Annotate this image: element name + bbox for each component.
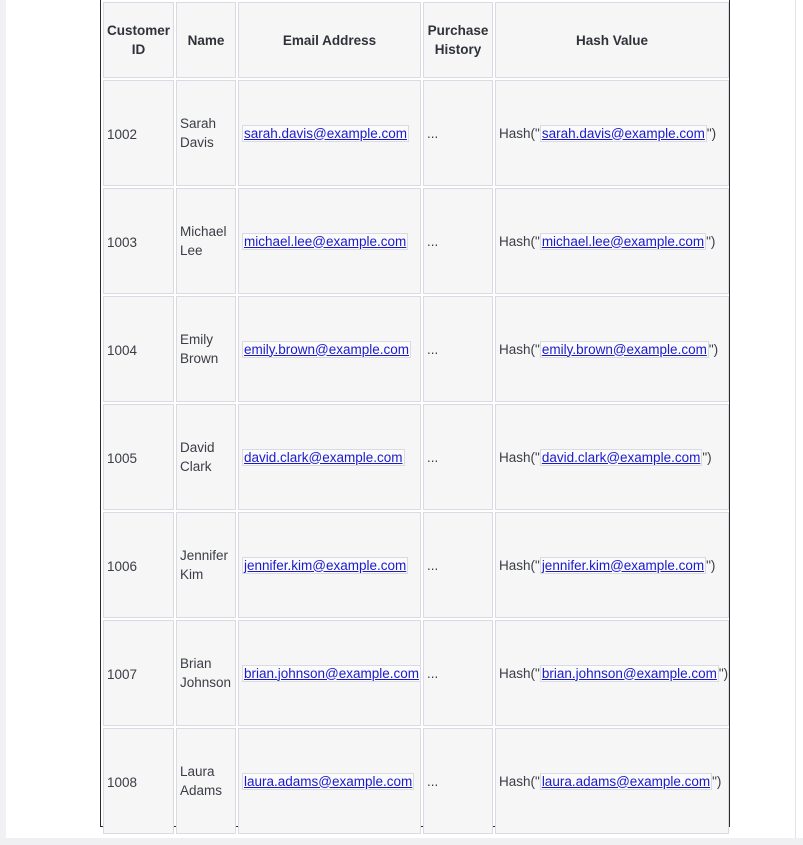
hash-email-link[interactable]: brian.johnson@example.com bbox=[541, 665, 717, 681]
hash-email-link[interactable]: michael.lee@example.com bbox=[541, 233, 705, 249]
table-row bbox=[103, 296, 729, 402]
hash-suffix-text: ") bbox=[712, 773, 722, 789]
customer-id-text: 1007 bbox=[107, 666, 138, 682]
cell-name bbox=[176, 728, 236, 834]
cell-hash-value bbox=[495, 728, 729, 834]
customer-name-text: Emily Brown bbox=[180, 332, 219, 366]
email-link[interactable]: jennifer.kim@example.com bbox=[244, 557, 407, 573]
hash-prefix-text: Hash(" bbox=[499, 557, 540, 573]
cell-name bbox=[176, 620, 236, 726]
email-link[interactable]: michael.lee@example.com bbox=[244, 233, 407, 249]
purchase-history-text: ... bbox=[427, 233, 439, 249]
customer-id-text: 1008 bbox=[107, 774, 138, 790]
hash-prefix-text: Hash(" bbox=[499, 665, 540, 681]
customer-id-text: 1003 bbox=[107, 234, 138, 250]
cell-customer-id bbox=[103, 404, 174, 510]
email-link[interactable]: laura.adams@example.com bbox=[244, 773, 413, 789]
cell-purchase-history bbox=[423, 404, 493, 510]
cell-email bbox=[238, 512, 421, 618]
customer-id-text: 1002 bbox=[107, 126, 138, 142]
hash-prefix-text: Hash(" bbox=[499, 125, 540, 141]
page-bottom-edge bbox=[0, 838, 803, 845]
header-email: Email Address bbox=[238, 2, 421, 78]
scrollbar-track[interactable] bbox=[795, 0, 803, 845]
cell-purchase-history bbox=[423, 296, 493, 402]
cell-name bbox=[176, 404, 236, 510]
cell-hash-value bbox=[495, 188, 729, 294]
table-row bbox=[103, 512, 729, 618]
email-link[interactable]: emily.brown@example.com bbox=[244, 341, 410, 357]
purchase-history-text: ... bbox=[427, 557, 439, 573]
purchase-history-text: ... bbox=[427, 773, 439, 789]
cell-purchase-history bbox=[423, 188, 493, 294]
hash-email-link[interactable]: jennifer.kim@example.com bbox=[541, 557, 705, 573]
cell-purchase-history bbox=[423, 80, 493, 186]
cell-customer-id bbox=[103, 620, 174, 726]
cell-customer-id bbox=[103, 296, 174, 402]
header-customer-id: Customer ID bbox=[103, 2, 174, 78]
table-row bbox=[103, 404, 729, 510]
customer-id-text: 1005 bbox=[107, 450, 138, 466]
customer-name-text: Brian Johnson bbox=[180, 656, 232, 690]
cell-hash-value bbox=[495, 296, 729, 402]
customer-name-text: Michael Lee bbox=[180, 224, 227, 258]
table-row bbox=[103, 728, 729, 834]
cell-name bbox=[176, 512, 236, 618]
cell-email bbox=[238, 404, 421, 510]
cell-email bbox=[238, 80, 421, 186]
hash-suffix-text: ") bbox=[706, 557, 716, 573]
customer-name-text: Sarah Davis bbox=[180, 116, 217, 150]
hash-prefix-text: Hash(" bbox=[499, 449, 540, 465]
hash-suffix-text: ") bbox=[718, 665, 729, 681]
cell-email bbox=[238, 296, 421, 402]
hash-suffix-text: ") bbox=[702, 449, 712, 465]
cell-email bbox=[238, 188, 421, 294]
cell-customer-id bbox=[103, 188, 174, 294]
hash-email-link[interactable]: sarah.davis@example.com bbox=[541, 125, 705, 141]
cell-hash-value bbox=[495, 512, 729, 618]
cell-purchase-history bbox=[423, 728, 493, 834]
email-link[interactable]: brian.johnson@example.com bbox=[244, 665, 420, 681]
customer-name-text: David Clark bbox=[180, 440, 215, 474]
cell-email bbox=[238, 620, 421, 726]
hash-suffix-text: ") bbox=[706, 125, 717, 141]
cell-purchase-history bbox=[423, 620, 493, 726]
cell-hash-value bbox=[495, 404, 729, 510]
purchase-history-text: ... bbox=[427, 125, 439, 141]
cell-customer-id bbox=[103, 512, 174, 618]
email-link[interactable]: david.clark@example.com bbox=[244, 449, 403, 465]
hash-suffix-text: ") bbox=[706, 233, 716, 249]
customer-name-text: Laura Adams bbox=[180, 764, 223, 798]
cell-name bbox=[176, 296, 236, 402]
hash-email-link[interactable]: david.clark@example.com bbox=[541, 449, 701, 465]
cell-purchase-history bbox=[423, 512, 493, 618]
header-name: Name bbox=[176, 2, 236, 78]
email-link[interactable]: sarah.davis@example.com bbox=[244, 125, 408, 141]
cell-name bbox=[176, 188, 236, 294]
cell-email bbox=[238, 728, 421, 834]
purchase-history-text: ... bbox=[427, 665, 439, 681]
table-header-row bbox=[103, 2, 729, 78]
customer-id-text: 1004 bbox=[107, 342, 138, 358]
customer-name-text: Jennifer Kim bbox=[180, 548, 229, 582]
customer-table bbox=[101, 0, 731, 836]
hash-prefix-text: Hash(" bbox=[499, 233, 540, 249]
cell-name bbox=[176, 80, 236, 186]
cell-hash-value bbox=[495, 620, 729, 726]
hash-email-link[interactable]: laura.adams@example.com bbox=[541, 773, 711, 789]
table-row bbox=[103, 80, 729, 186]
header-purchase-history: Purchase History bbox=[423, 2, 493, 78]
customer-table-container bbox=[100, 0, 730, 827]
hash-prefix-text: Hash(" bbox=[499, 341, 540, 357]
cell-hash-value bbox=[495, 80, 729, 186]
table-row bbox=[103, 188, 729, 294]
hash-suffix-text: ") bbox=[708, 341, 719, 357]
table-row bbox=[103, 620, 729, 726]
cell-customer-id bbox=[103, 728, 174, 834]
customer-id-text: 1006 bbox=[107, 558, 138, 574]
hash-prefix-text: Hash(" bbox=[499, 773, 540, 789]
header-hash-value: Hash Value bbox=[495, 2, 729, 78]
purchase-history-text: ... bbox=[427, 449, 439, 465]
cell-customer-id bbox=[103, 80, 174, 186]
purchase-history-text: ... bbox=[427, 341, 439, 357]
hash-email-link[interactable]: emily.brown@example.com bbox=[541, 341, 707, 357]
